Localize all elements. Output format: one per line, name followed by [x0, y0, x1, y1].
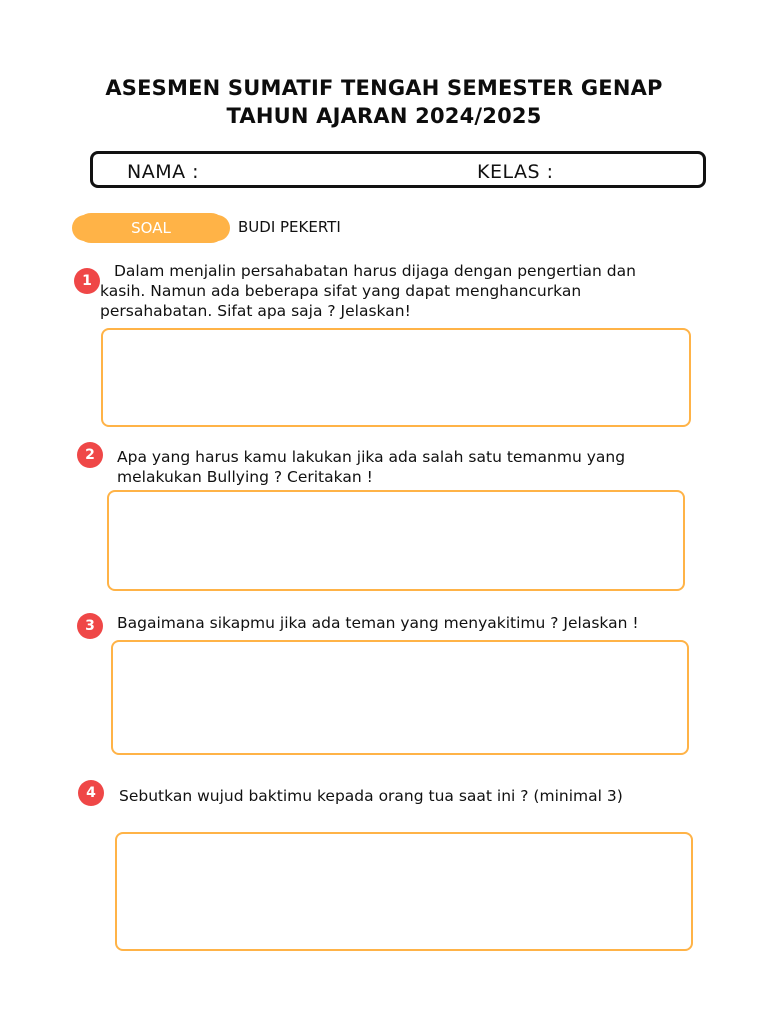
- question-text: [117, 613, 697, 633]
- question-line: persahabatan. Sifat apa saja ? Jelaskan!: [100, 302, 411, 320]
- answer-box[interactable]: [101, 328, 691, 427]
- question-text: [100, 261, 690, 321]
- answer-box[interactable]: [111, 640, 689, 755]
- answer-box[interactable]: [115, 832, 693, 951]
- page-title-line-1: ASESMEN SUMATIF TENGAH SEMESTER GENAP: [105, 76, 663, 100]
- question-number-badge: 4: [78, 780, 104, 806]
- question-text: [117, 447, 677, 487]
- answer-box[interactable]: [107, 490, 685, 591]
- question-number-badge: 2: [77, 442, 103, 468]
- identity-box: [90, 151, 706, 188]
- question-line: kasih. Namun ada beberapa sifat yang dapat menghancurkan: [100, 282, 582, 300]
- question-text: [119, 786, 699, 806]
- nama-label: NAMA :: [127, 161, 200, 183]
- question-line: melakukan Bullying ? Ceritakan !: [117, 468, 373, 486]
- kelas-label: KELAS :: [477, 161, 554, 183]
- question-number-badge: 3: [77, 613, 103, 639]
- question-line: Bagaimana sikapmu jika ada teman yang menyakitimu ? Jelaskan !: [117, 614, 639, 632]
- soal-badge: SOAL: [76, 213, 226, 243]
- subject-label: BUDI PEKERTI: [238, 218, 341, 236]
- question-line: Sebutkan wujud baktimu kepada orang tua saat ini ? (minimal 3): [119, 787, 623, 805]
- page-title-line-2: TAHUN AJARAN 2024/2025: [226, 104, 542, 128]
- question-line: Dalam menjalin persahabatan harus dijaga dengan pengertian dan: [114, 262, 636, 280]
- question-number-badge: 1: [74, 268, 100, 294]
- question-line: Apa yang harus kamu lakukan jika ada salah satu temanmu yang: [117, 448, 626, 466]
